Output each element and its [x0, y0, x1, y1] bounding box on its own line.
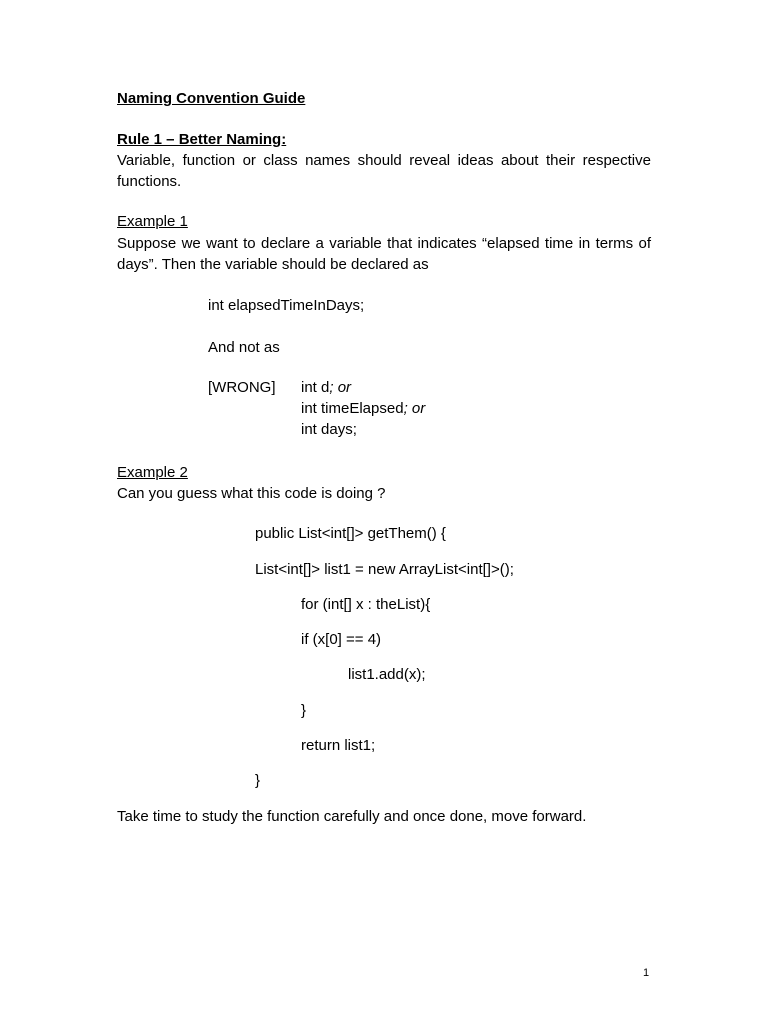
example1-heading: Example 1 — [117, 213, 188, 230]
wrong-declaration: int days; — [301, 421, 357, 438]
code-line: return list1; — [301, 737, 376, 754]
code-line: if (x[0] == 4) — [301, 631, 382, 648]
and-not-label: And not as — [208, 339, 280, 356]
code-line: for (int[] x : theList){ — [301, 596, 431, 613]
wrong-declaration: int timeElapsed; or — [301, 400, 426, 417]
code-line: } — [301, 702, 307, 719]
code-line: public List<int[]> getThem() { — [255, 525, 446, 542]
example2-heading: Example 2 — [117, 464, 188, 481]
good-declaration: int elapsedTimeInDays; — [208, 297, 365, 314]
rule1-text: Variable, function or class names should reveal ideas about their respective functions. — [117, 152, 651, 190]
closing-text: Take time to study the function carefully and once done, move forward. — [117, 808, 587, 825]
example1-text: Suppose we want to declare a variable that indicates “elapsed time in terms of days”. Then the variable should be declared as — [117, 235, 651, 273]
document-title: Naming Convention Guide — [117, 90, 306, 107]
code-line: list1.add(x); — [348, 666, 426, 683]
wrong-declaration: int d; or — [301, 379, 352, 396]
wrong-tag: [WRONG] — [208, 379, 276, 396]
code-line: } — [255, 772, 261, 789]
example2-question: Can you guess what this code is doing ? — [117, 485, 386, 502]
rule1-heading: Rule 1 – Better Naming: — [117, 131, 287, 148]
page-number: 1 — [643, 967, 650, 979]
code-line: List<int[]> list1 = new ArrayList<int[]>(); — [255, 561, 514, 578]
